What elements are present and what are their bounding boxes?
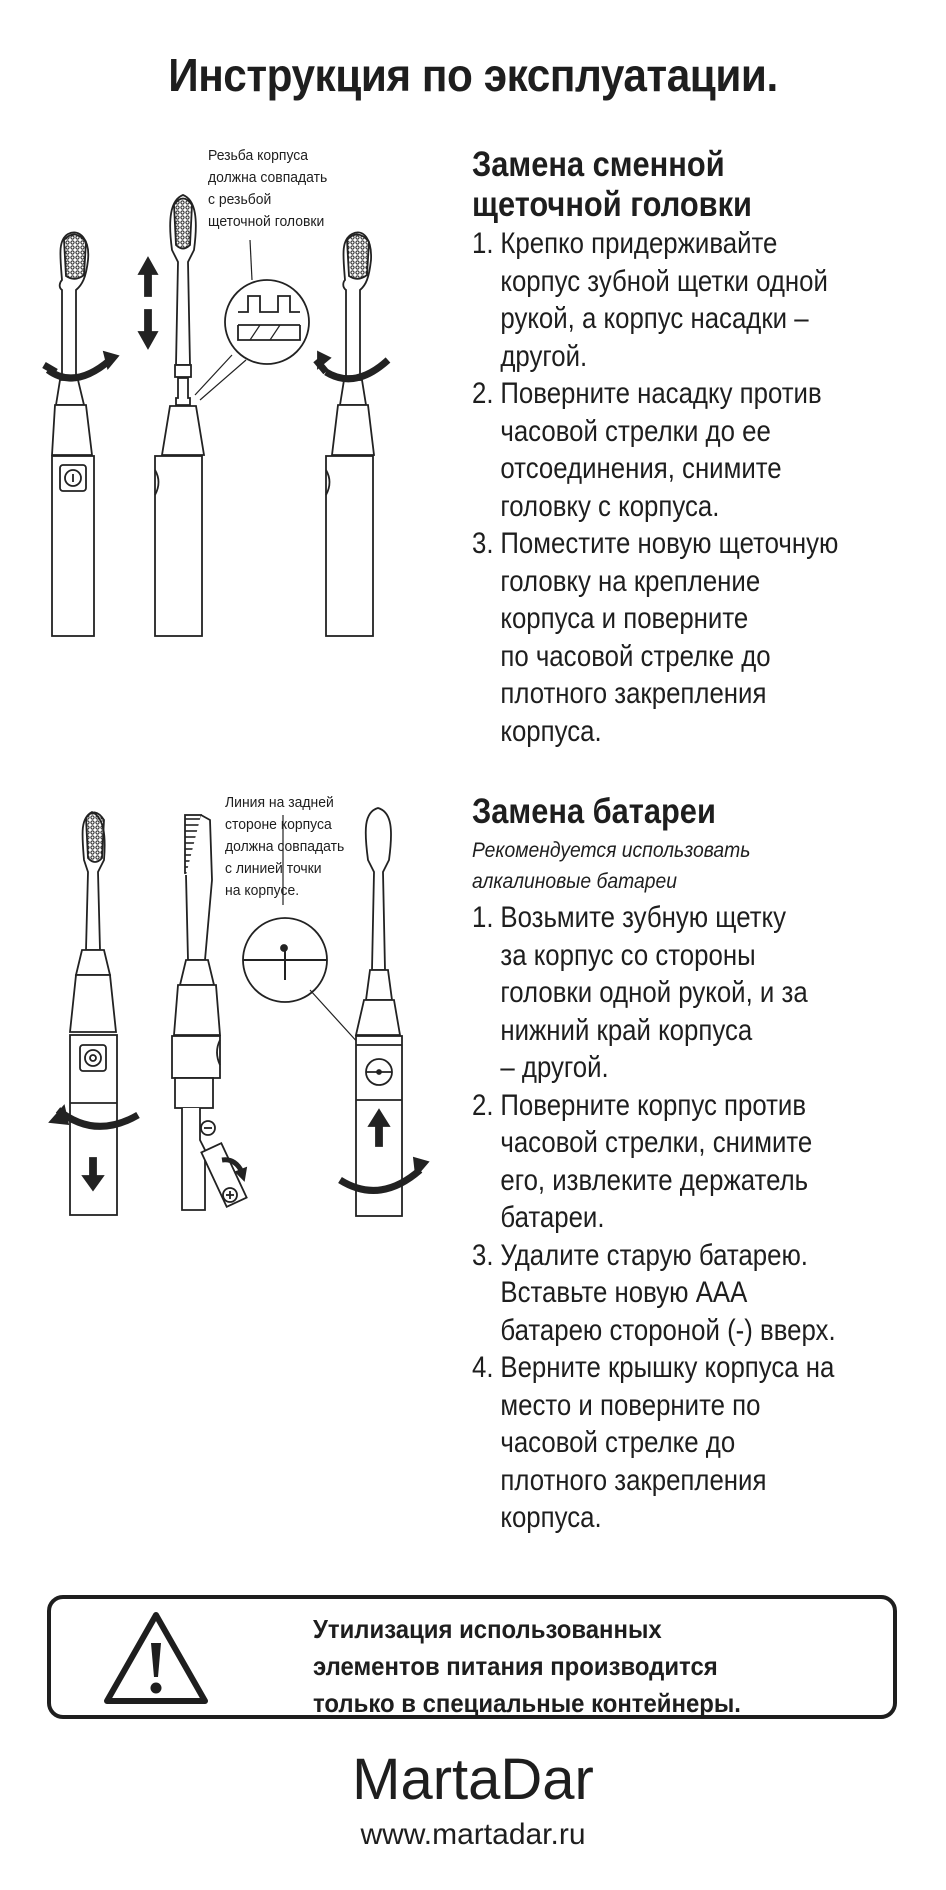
- section1-step-2: 2. Поверните насадку против часовой стрелки до ее отсоединения, снимите головку с корпуса.: [472, 377, 822, 523]
- warning-triangle-icon: [101, 1609, 211, 1709]
- brand-url[interactable]: www.martadar.ru: [360, 1818, 586, 1851]
- toothbrush-6: [356, 808, 402, 1216]
- thread-detail-magnifier: [195, 240, 309, 400]
- disposal-warning-box: [47, 1595, 897, 1719]
- section1-title-line2: щеточной головки: [472, 185, 752, 224]
- toothbrush-3: [326, 232, 374, 636]
- section2-title: Замена батареи: [472, 792, 716, 831]
- section2-step-4: 4. Верните крышку корпуса на место и поверните по часовой стрелке до плотного закрепления корпуса.: [472, 1351, 835, 1534]
- line-callout: Линия на задней стороне корпуса должна совпадать с линией точки на корпусе.: [225, 794, 345, 899]
- section-brush-head: [472, 145, 946, 750]
- rotate-arrow-1: [48, 360, 110, 378]
- section2-note-line2: алкалиновые батареи: [472, 870, 677, 893]
- section2-note-line1: Рекомендуется использовать: [472, 839, 751, 862]
- section2-steps: [472, 899, 946, 1537]
- section2-step-2: 2. Поверните корпус против часовой стрелки, снимите его, извлеките держатель батареи.: [472, 1088, 813, 1234]
- thread-callout: Резьба корпуса должна совпадать с резьбой щеточной головки: [208, 147, 328, 230]
- page-title: Инструкция по эксплуатации.: [168, 49, 778, 101]
- toothbrush-1: [52, 232, 94, 636]
- section1-title-line1: Замена сменной: [472, 145, 725, 184]
- section-battery: [472, 792, 946, 1537]
- toothbrush-4: [70, 812, 117, 1215]
- section2-step-3: 3. Удалите старую батарею. Вставьте новую ААА батарею стороной (-) вверх.: [472, 1238, 836, 1347]
- section1-step-3: 3. Поместите новую щеточную головку на крепление корпуса и поверните по часовой стрелке до плотного закрепления корпуса.: [472, 527, 839, 748]
- section1-step-1: 1. Крепко придерживайте корпус зубной щетки одной рукой, а корпус насадки – другой.: [472, 227, 828, 373]
- section1-steps: [472, 225, 946, 750]
- rotate-arrow-6: [340, 1170, 420, 1190]
- up-down-arrow-icon: [139, 258, 157, 348]
- brand-name: MartaDar: [352, 1747, 594, 1812]
- toothbrush-2: [155, 195, 204, 636]
- section2-step-1: 1. Возьмите зубную щетку за корпус со стороны головки одной рукой, и за нижний край корпуса – другой.: [472, 901, 808, 1084]
- warning-text: Утилизация использованных элементов питания производится только в специальные контейнеры.: [313, 1614, 741, 1718]
- rotate-arrow-3: [326, 360, 388, 379]
- rotate-arrow-4: [58, 1110, 138, 1126]
